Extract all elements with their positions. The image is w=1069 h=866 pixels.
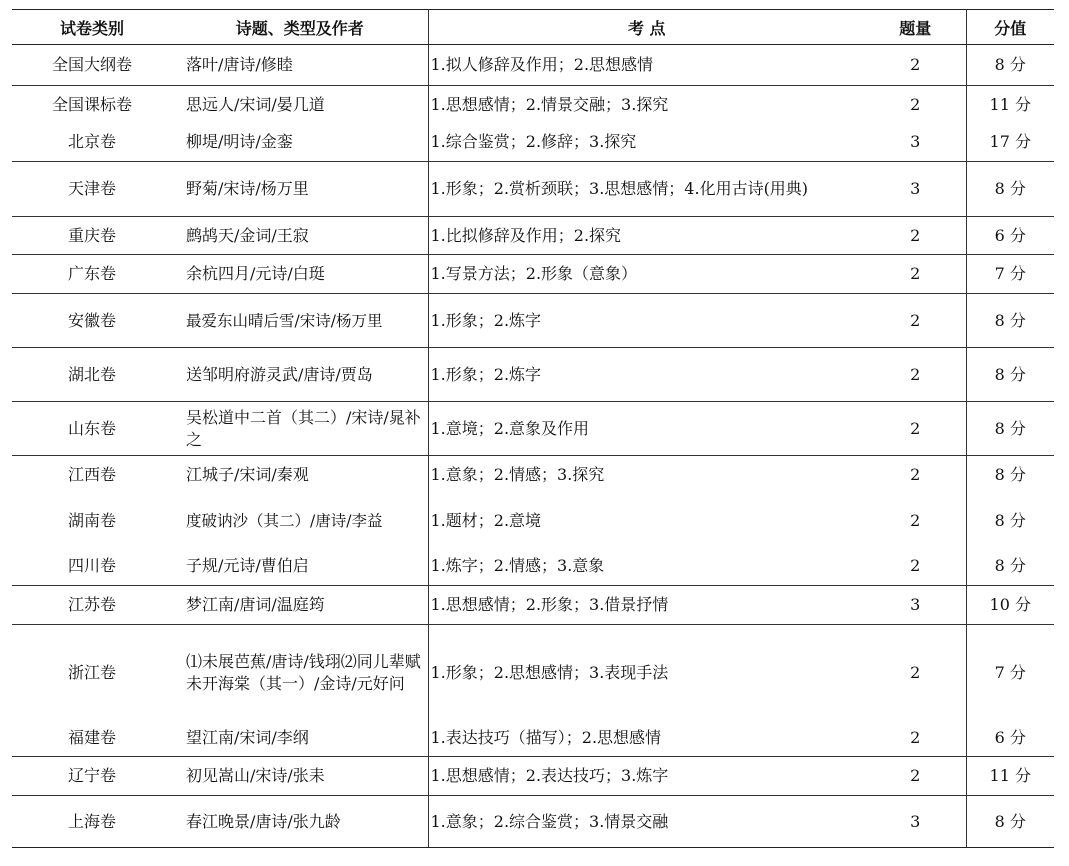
- exam-type: 重庆卷: [12, 217, 172, 255]
- test-points: 1.表达技巧（描写）；2.思想感情: [428, 721, 865, 757]
- table-row: [12, 625, 1054, 721]
- poem-info: 吴松道中二首（其二）/宋诗/晁补之: [172, 402, 428, 456]
- score: 7 分: [966, 255, 1054, 294]
- test-points: 1.形象；2.炼字: [428, 348, 865, 402]
- exam-type: 江西卷: [67, 464, 116, 484]
- table-row: [12, 402, 1054, 456]
- test-points: 1.比拟修辞及作用；2.探究: [428, 217, 865, 255]
- score: 8 分: [966, 45, 1054, 86]
- test-points: 1.思想感情；2.形象；3.借景抒情: [428, 586, 865, 625]
- exam-type: 全国课标卷: [51, 94, 132, 114]
- test-points: 1.形象；2.赏析颈联；3.思想感情；4.化用古诗(用典): [428, 162, 865, 217]
- table-row: [12, 45, 1054, 86]
- question-count: 2: [865, 294, 966, 348]
- score: 11 分: [966, 757, 1054, 796]
- table-row: [12, 721, 1054, 757]
- score: 8 分: [966, 548, 1054, 586]
- table-row: [12, 217, 1054, 255]
- question-count: 3: [865, 162, 966, 217]
- table-row: [12, 162, 1054, 217]
- test-points: 1.思想感情；2.情景交融；3.探究: [430, 94, 669, 114]
- question-count: 2: [865, 548, 966, 586]
- exam-type: 辽宁卷: [12, 757, 172, 796]
- test-points: 1.形象；2.炼字: [428, 294, 865, 348]
- question-count: 2: [865, 625, 966, 721]
- score: 8 分: [966, 796, 1054, 848]
- test-points: 1.写景方法；2.形象（意象）: [428, 255, 865, 294]
- poem-info: 柳堤/明诗/金銮: [172, 124, 428, 162]
- test-points: 1.拟人修辞及作用；2.思想感情: [428, 45, 865, 86]
- table-row: [12, 757, 1054, 796]
- exam-type: 浙江卷: [67, 662, 116, 682]
- question-count: 2: [865, 721, 966, 757]
- exam-type: 湖南卷: [67, 510, 116, 530]
- header-poem: 诗题、类型及作者: [172, 10, 428, 45]
- score: 10 分: [966, 586, 1054, 625]
- question-count: 2: [865, 45, 966, 86]
- poem-info: 余杭四月/元诗/白珽: [172, 255, 428, 294]
- poem-info: 望江南/宋词/李纲: [172, 721, 428, 757]
- exam-type: 湖北卷: [12, 348, 172, 402]
- header-exam-type: 试卷类别: [12, 10, 172, 45]
- header-test-points: 考 点: [428, 10, 865, 45]
- poem-info: 初见嵩山/宋诗/张耒: [172, 757, 428, 796]
- test-points: 1.意象；2.情感；3.探究: [430, 464, 605, 484]
- question-count: 3: [865, 586, 966, 625]
- exam-type: 上海卷: [12, 796, 172, 848]
- table-row: [12, 456, 1054, 494]
- question-count: 2: [865, 348, 966, 402]
- poem-info: 度破讷沙（其二）/唐诗/李益: [172, 494, 428, 548]
- score: 6 分: [966, 217, 1054, 255]
- exam-type: 江苏卷: [12, 586, 172, 625]
- poem-info: 梦江南/唐词/温庭筠: [172, 586, 428, 625]
- poem-info: 落叶/唐诗/修睦: [172, 45, 428, 86]
- table-row: [12, 86, 1054, 124]
- poem-info: 最爱东山晴后雪/宋诗/杨万里: [172, 294, 428, 348]
- exam-type: 北京卷: [12, 124, 172, 162]
- table-row: [12, 548, 1054, 586]
- exam-type: 福建卷: [12, 721, 172, 757]
- exam-analysis-table: [12, 9, 1054, 848]
- score: 8 分: [966, 348, 1054, 402]
- test-points: 1.形象；2.思想感情；3.表现手法: [430, 662, 669, 682]
- question-count: 2: [865, 757, 966, 796]
- table-row: [12, 348, 1054, 402]
- question-count: 2: [865, 217, 966, 255]
- score: 8 分: [966, 294, 1054, 348]
- table-row: [12, 796, 1054, 848]
- poem-info: 野菊/宋诗/杨万里: [172, 162, 428, 217]
- test-points: 1.思想感情；2.表达技巧；3.炼字: [428, 757, 865, 796]
- header-question-count: 题量: [865, 10, 966, 45]
- score: 8 分: [994, 510, 1026, 530]
- test-points: 1.题材；2.意境: [430, 510, 542, 530]
- header-score: 分值: [966, 10, 1054, 45]
- exam-type: 四川卷: [12, 548, 172, 586]
- question-count: 2: [865, 494, 966, 548]
- poem-info: ⑴未展芭蕉/唐诗/钱珝⑵同儿辈赋未开海棠（其一）/金诗/元好问: [172, 625, 428, 721]
- score: 17 分: [966, 124, 1054, 162]
- poem-info: 子规/元诗/曹伯启: [172, 548, 428, 586]
- score: 8 分: [966, 402, 1054, 456]
- poem-info: 春江晚景/唐诗/张九龄: [172, 796, 428, 848]
- poem-info: 思远人/宋词/晏几道: [172, 86, 428, 124]
- score: 8 分: [966, 162, 1054, 217]
- question-count: 3: [865, 796, 966, 848]
- score: 7 分: [994, 662, 1026, 682]
- table-row: [12, 494, 1054, 548]
- question-count: 2: [865, 456, 966, 494]
- exam-type: 广东卷: [12, 255, 172, 294]
- table-row: [12, 124, 1054, 162]
- exam-type: 山东卷: [12, 402, 172, 456]
- poem-info: 江城子/宋词/秦观: [172, 456, 428, 494]
- table-row: [12, 294, 1054, 348]
- table-row: [12, 586, 1054, 625]
- question-count: 3: [865, 124, 966, 162]
- test-points: 1.意象；2.综合鉴赏；3.情景交融: [428, 796, 865, 848]
- poem-info: 送邹明府游灵武/唐诗/贾岛: [172, 348, 428, 402]
- question-count: 2: [865, 86, 966, 124]
- exam-type: 全国大纲卷: [12, 45, 172, 86]
- exam-type: 天津卷: [12, 162, 172, 217]
- test-points: 1.综合鉴赏；2.修辞；3.探究: [428, 124, 865, 162]
- score: 11 分: [989, 94, 1031, 114]
- question-count: 2: [865, 255, 966, 294]
- score: 6 分: [966, 721, 1054, 757]
- score: 8 分: [994, 464, 1026, 484]
- question-count: 2: [865, 402, 966, 456]
- table-header-row: [12, 10, 1054, 45]
- table-row: [12, 255, 1054, 294]
- poem-info: 鹧鸪天/金词/王寂: [172, 217, 428, 255]
- exam-type: 安徽卷: [12, 294, 172, 348]
- test-points: 1.炼字；2.情感；3.意象: [428, 548, 865, 586]
- test-points: 1.意境；2.意象及作用: [428, 402, 865, 456]
